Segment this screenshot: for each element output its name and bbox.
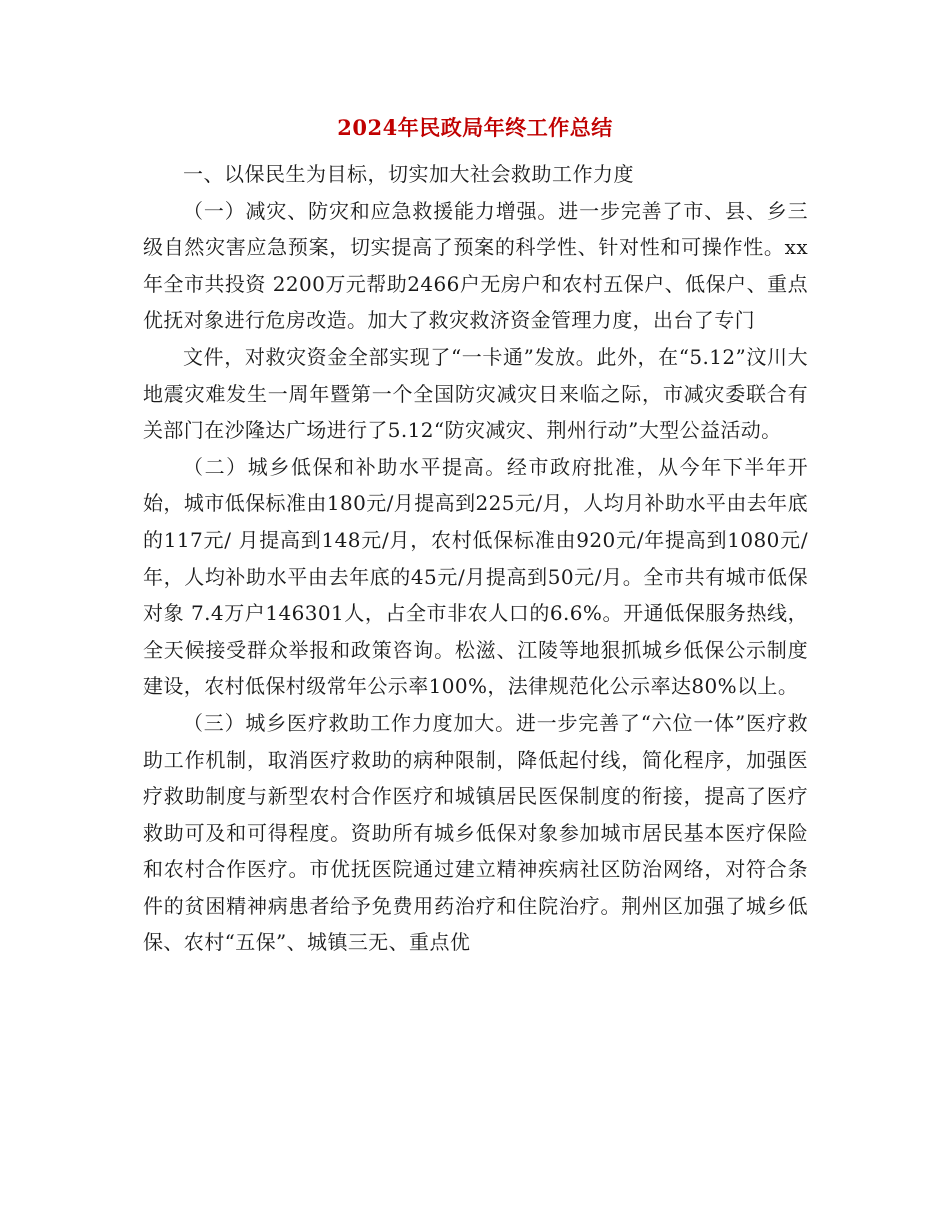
section-heading: 一、以保民生为目标，切实加大社会救助工作力度 xyxy=(183,162,634,186)
document-title: 2024年民政局年终工作总结 xyxy=(337,115,613,140)
document-body xyxy=(143,156,808,961)
paragraph-disaster-relief: （一）减灾、防灾和应急救援能力增强。进一步完善了市、县、乡三级自然灾害应急预案，切实提高了预案的科学性、针对性和可操作性。xx年全市共投资 2200万元帮助2466户无房户和农村五保户、低保户、重点优抚对象进行危房改造。加大了救灾救济资金管理力度，出台了专门 xyxy=(143,198,808,333)
paragraph-minimum-living: （二）城乡低保和补助水平提高。经市政府批准，从今年下半年开始，城市低保标准由180元/月提高到225元/月，人均月补助水平由去年底的117元/ 月提高到148元/月，农村低保标准由920元/年提高到1080元/年，人均补助水平由去年底的45元/月提高到50元/月。全市共有城市低保对象 7.4万户146301人，占全市非农人口的6.6%。开通低保服务热线，全天候接受群众举报和政策咨询。松滋、江陵等地狠抓城乡低保公示制度建设，农村低保村级常年公示率100%，法律规范化公示率达80%以上。 xyxy=(143,454,808,699)
paragraph-relief-funds: 文件，对救灾资金全部实现了“一卡通”发放。此外，在“5.12”汶川大地震灾难发生一周年暨第一个全国防灾减灾日来临之际，市减灾委联合有关部门在沙隆达广场进行了5.12“防灾减灾、荆州行动”大型公益活动。 xyxy=(143,344,808,443)
paragraph-medical-aid: （三）城乡医疗救助工作力度加大。进一步完善了“六位一体”医疗救助工作机制，取消医疗救助的病种限制，降低起付线，简化程序，加强医疗救助制度与新型农村合作医疗和城镇居民医保制度的衔接，提高了医疗救助可及和可得程度。资助所有城乡低保对象参加城市居民基本医疗保险和农村合作医疗。市优抚医院通过建立精神疾病社区防治网络，对符合条件的贫困精神病患者给予免费用药治疗和住院治疗。荆州区加强了城乡低保、农村“五保”、城镇三无、重点优 xyxy=(143,710,808,955)
